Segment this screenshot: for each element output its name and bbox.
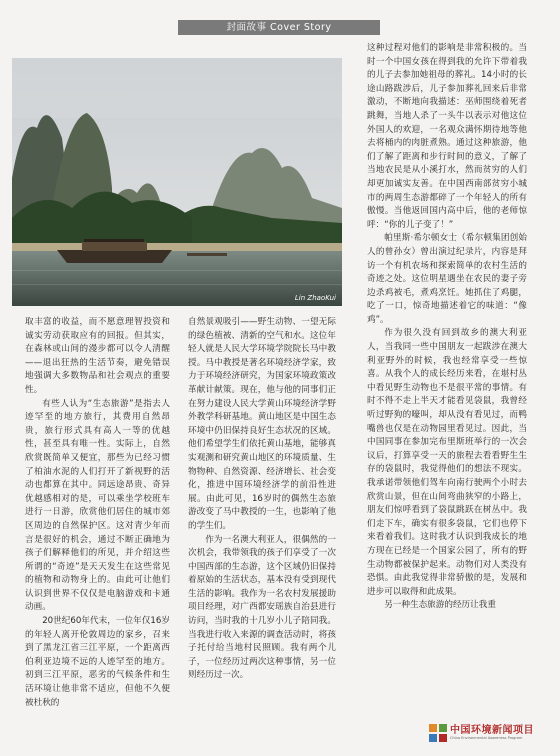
paragraph: 这种过程对他们的影响是非常积极的。当时一个中国女孩在得到我的允许下带着我的儿子去参加她祖母的葬礼。14小时的长途山路跋涉后，儿子参加葬礼回来后非常激动，不断地向我描述：巫师围绕着死者跳舞，当地人杀了一头牛以表示对他这位外国人的欢迎，一名观众满怀期待地等他去将桶内的肉脏煮熟。通过这种旅游，他们了解了距离和步行时间的意义，了解了当地农民是从小溪打水，然而贫穷的人们却更加诚实友善。在中国西南部贫穷小城市的两周生态游都碎了一个年轻人的所有傲慢。当他返回国内高中后，他的老师惊呼：“你的儿子变了！” [367,43,527,230]
paragraph: 自然景观吸引——野生动物、一望无际的绿色植被、清新的空气和水。这位年轻人就是人民大学环境学院院长马中教授。马中教授是著名环境经济学家，致力于环境经济研究，为国家环境政策改革献计献策。现在，他与他的同事们正在努力建设人民大学黄山环境经济学野外教学科研基地。黄山地区是中国生态环境中仍旧保持良好生态状况的区域。他们希望学生们依托黄山基地，能够真实观测和研究黄山地区的环境质量、生物物种、自然资源、经济增长、社会变化，推进中国环境经济学的前沿性进展。由此可见，16岁时的偶然生态旅游改变了马中教授的一生，也影响了他的学生们。 [188,317,336,531]
program-logo [429,724,534,742]
paragraph: 取丰富的收益，而不愿意理智投资和诚实劳动获取应有的回报。但其实，在森林或山间的漫步都可以令人清醒——退出狂热的生活节奏，避免错误地强调大多数物品和社会观点的重要性。 [25,317,170,395]
section-header-title: 封面故事 Cover Story [226,22,332,33]
cover-photo [12,58,342,306]
logo-title: 中国环境新闻项目 [450,725,534,736]
logo-mark-icon [429,724,447,742]
paragraph: 另一种生态旅游的经历让我重 [384,600,496,611]
photo-credit: Lin ZhaoKui [294,294,336,302]
paragraph: 有些人认为“生态旅游”是指去人迹罕至的地方旅行，其费用自然昂贵，旅行形式具有高人一等的优越性，甚至具有唯一性。实际上，自然欣赏既简单又便宜，那些为已经习惯了柏油水泥的人们打开了新视野的活动也都算在其中。同远途昂贵、奇异优越感相对的是，可以乘坐学校班车进行一日游，欣赏他们居住的城市郊区周边的自然保护区。这对青少年而言是很好的机会，通过不断正确地为孩子们解释他们的所见，并介绍这些所谓的“奇迹”是天天发生在这些常见的植物和动物身上的。由此可让他们认识到世界不仅仅是电脑游戏和卡通动画。 [25,398,170,613]
paragraph: 作为一名澳大利亚人，很偶然的一次机会，我带领我的孩子们享受了一次中国西部的生态游，这个区域仍旧保持着原始的生活状态，基本没有受到现代生活的影响。我作为一名农村发展援助项目经理，对广西都安瑶族自治县进行访问，当时我的十几岁小儿子陪同我。当我进行收入来源的调查活动时，将孩子托付给当地村民照顾。我有两个儿子，一位经历过两次这种事情，另一位则经历过一次。 [188,534,336,681]
left-column [25,316,170,710]
karst-river-photo [12,58,342,306]
section-header [178,20,380,35]
middle-column [188,316,336,683]
paragraph: 帕里斯·希尔顿女士（希尔顿集团创始人的曾孙女）曾出演过纪录片，内容是拜访一个有机农场和探索简单的农村生活的奇迹之处。这位明星遇坐在农民的妻子旁边杀鸡被毛，煮鸡烹饪。她抓住了鸡腿，吃了一口，惊奇地描述着它的味道：“像鸡”。 [367,233,527,325]
logo-subtitle: China Environmental Awareness Program [450,736,523,740]
right-column [367,42,527,613]
paragraph: 20世纪60年代末，一位年仅16岁的年轻人离开伦敦周边的家乡，召来到了黑龙江省三江平原，一个距离西伯利亚边境不远的人迹罕至的地方。初到三江平原，恶劣的气候条件和生活环境让他非常不适应，但他不久便被杜秋的 [25,616,170,708]
paragraph: 作为很久没有回到故乡的澳大利亚人，当我同一些中国朋友一起跋涉在澳大利亚野外的时候，我也经常享受一些惊喜。从我个人的成长经历来看，在堪村丛中看见野生动物也不是很平常的事情。有时不得不走上半天才能看见袋鼠，我曾经听过野狗的嚎叫，却从没有看见过，而鸭嘴兽也仅是在动物园里看见过。因此，当中国同事在参加完布里斯班举行的一次会议后，打算享受一天的旅程去看看野生生存的袋鼠时，我觉得他们的想法不现实。我承诺带领他们驾车向南行驶两个小时去欣赏山景，但在山间弯曲狭窄的小路上，朋友们惊呼看到了袋鼠跳跃在树丛中。我们走下车，确实有很多袋鼠，它们也停下来看着我们。这时我才认识到我成长的地方现在已经是一个国家公园了，所有的野生动物都被保护起来。动物们对人类没有恐惧。由此我觉得非常骄傲的是，发展和进步可以取得和此成果。 [367,328,527,597]
